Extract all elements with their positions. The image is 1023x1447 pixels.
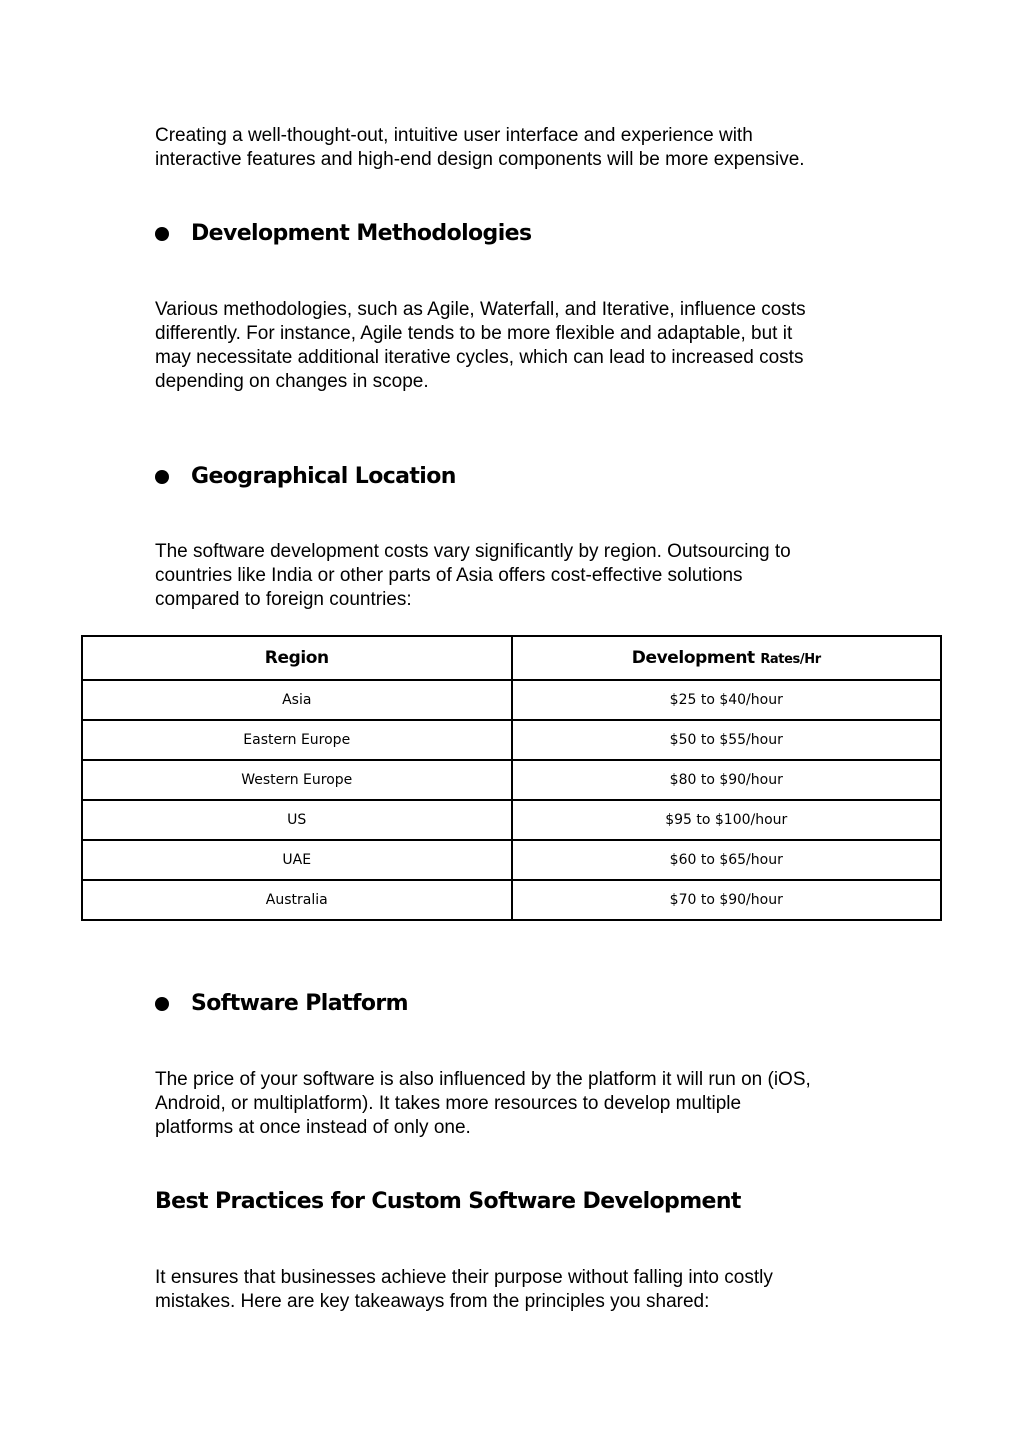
region-cell: Asia: [82, 680, 512, 720]
rate-cell: $50 to $55/hour: [512, 720, 942, 760]
rate-cell: $70 to $90/hour: [512, 880, 942, 920]
intro-paragraph: [155, 124, 885, 172]
best-practices-paragraph: [155, 1266, 885, 1314]
rate-cell: $80 to $90/hour: [512, 760, 942, 800]
header-region: Region: [82, 636, 512, 680]
table-row: [82, 800, 941, 840]
header-rates-small: Rates/Hr: [760, 652, 821, 667]
header-rates-main: Development: [631, 648, 755, 668]
heading-software-platform: [155, 990, 408, 1018]
methodologies-line-4: depending on changes in scope.: [155, 371, 429, 392]
region-cell: Western Europe: [82, 760, 512, 800]
heading-text: Software Platform: [191, 991, 408, 1016]
bullet-icon: [155, 470, 169, 484]
bullet-icon: [155, 997, 169, 1011]
rates-table: [81, 635, 942, 921]
table-row: [82, 720, 941, 760]
region-cell: Eastern Europe: [82, 720, 512, 760]
geography-line-3: compared to foreign countries:: [155, 589, 412, 610]
region-cell: UAE: [82, 840, 512, 880]
best-practices-line-2: mistakes. Here are key takeaways from the principles you shared:: [155, 1291, 710, 1312]
heading-geographical-location: [155, 463, 456, 491]
rate-cell: $25 to $40/hour: [512, 680, 942, 720]
heading-best-practices: [155, 1188, 741, 1216]
methodologies-line-2: differently. For instance, Agile tends to be more flexible and adaptable, but it: [155, 323, 793, 344]
rate-cell: $95 to $100/hour: [512, 800, 942, 840]
platform-line-2: Android, or multiplatform). It takes more resources to develop multiple: [155, 1093, 742, 1114]
region-cell: US: [82, 800, 512, 840]
intro-line-1: Creating a well-thought-out, intuitive user interface and experience with: [155, 125, 753, 146]
heading-text: Geographical Location: [191, 464, 456, 489]
best-practices-line-1: It ensures that businesses achieve their purpose without falling into costly: [155, 1267, 773, 1288]
heading-text: Best Practices for Custom Software Development: [155, 1189, 741, 1214]
geography-line-2: countries like India or other parts of Asia offers cost-effective solutions: [155, 565, 743, 586]
header-rates: [512, 636, 942, 680]
table-row: [82, 880, 941, 920]
geography-paragraph: [155, 540, 885, 612]
intro-line-2: interactive features and high-end design components will be more expensive.: [155, 149, 805, 170]
heading-development-methodologies: [155, 220, 531, 248]
methodologies-line-1: Various methodologies, such as Agile, Waterfall, and Iterative, influence costs: [155, 299, 806, 320]
table-row: [82, 760, 941, 800]
table-header-row: [82, 636, 941, 680]
platform-line-3: platforms at once instead of only one.: [155, 1117, 471, 1138]
platform-paragraph: [155, 1068, 885, 1140]
heading-text: Development Methodologies: [191, 221, 532, 246]
bullet-icon: [155, 227, 169, 241]
geography-line-1: The software development costs vary significantly by region. Outsourcing to: [155, 541, 791, 562]
table-row: [82, 840, 941, 880]
methodologies-paragraph: [155, 298, 885, 394]
region-cell: Australia: [82, 880, 512, 920]
platform-line-1: The price of your software is also influenced by the platform it will run on (iOS,: [155, 1069, 811, 1090]
methodologies-line-3: may necessitate additional iterative cycles, which can lead to increased costs: [155, 347, 804, 368]
rate-cell: $60 to $65/hour: [512, 840, 942, 880]
table-row: [82, 680, 941, 720]
